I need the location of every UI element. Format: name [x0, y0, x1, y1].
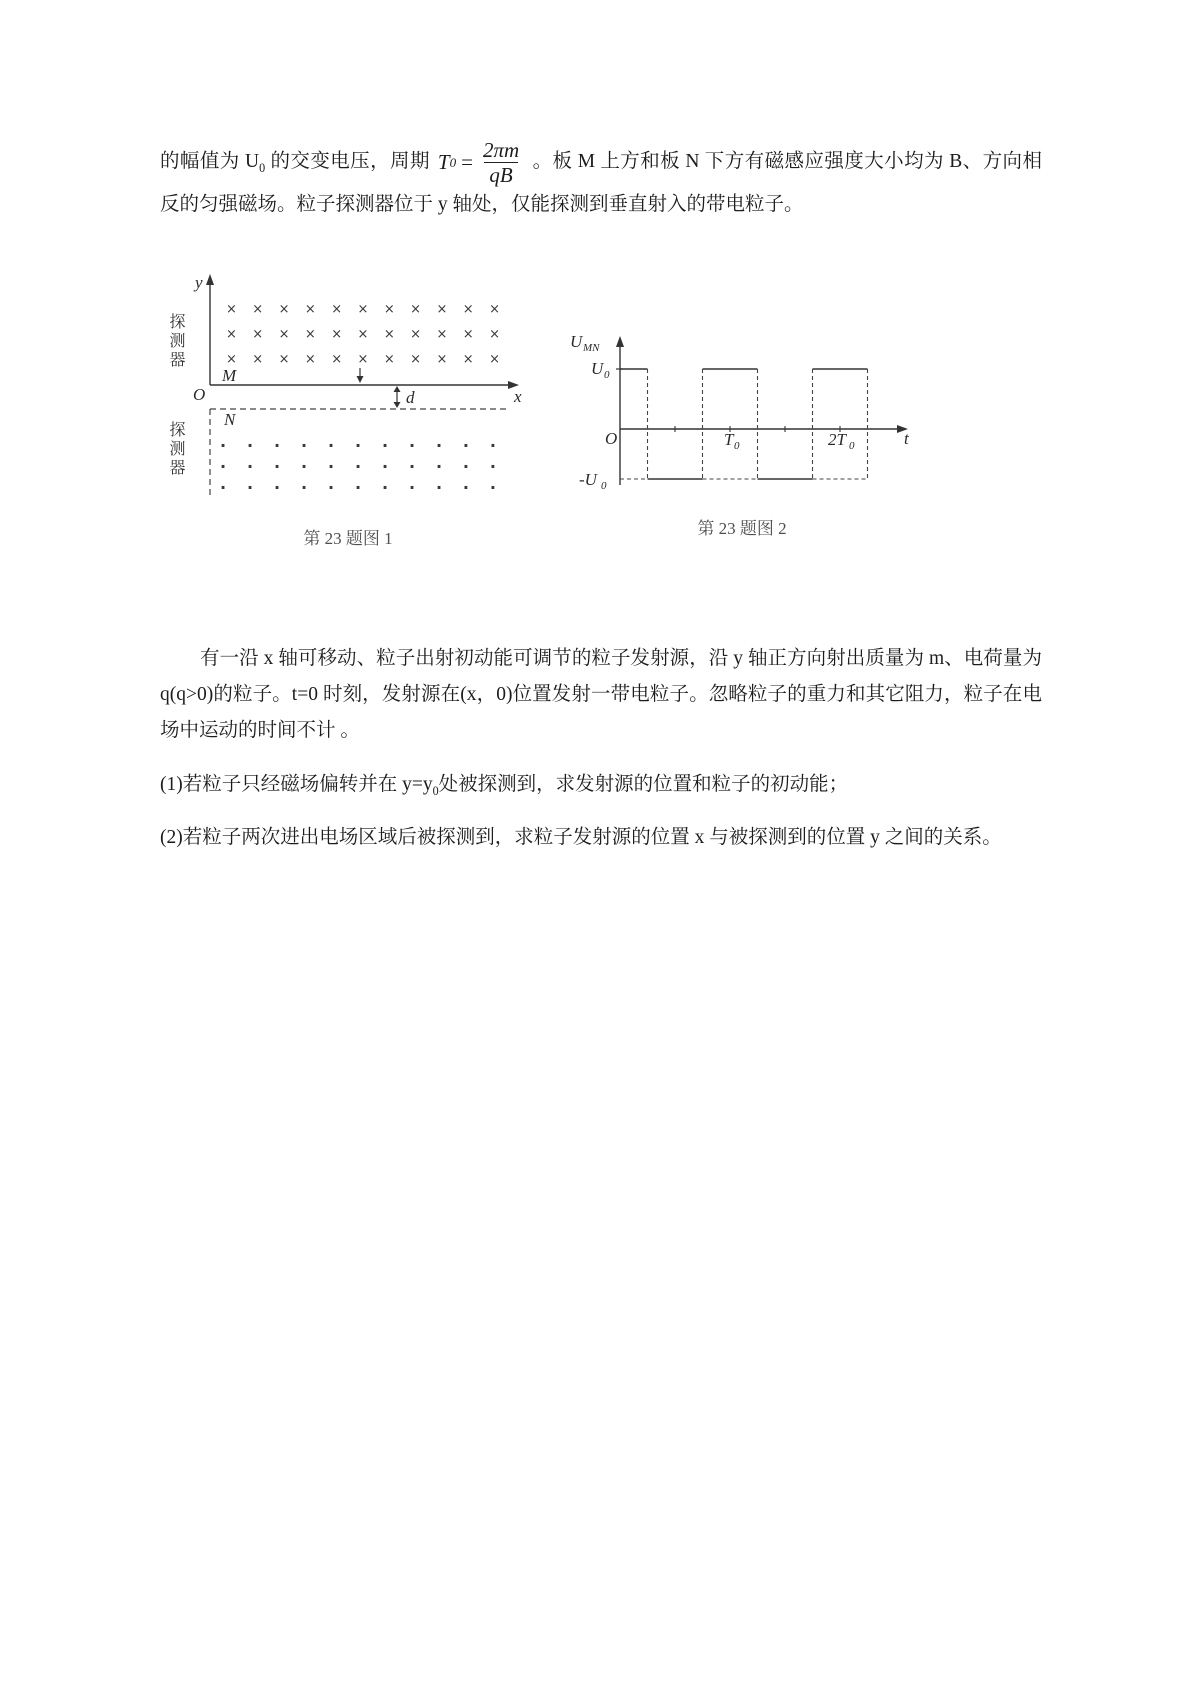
y-axis-label: y	[195, 273, 203, 293]
u0-level-label: U	[591, 359, 604, 379]
u-axis-arrow-icon	[616, 336, 624, 347]
magnetic-field-out-of-page-row: · · · · · · · · · · ·	[220, 457, 496, 477]
2t0-tick-label-sub: 0	[849, 440, 855, 453]
intro-text-2: 的交变电压，周期	[265, 151, 430, 173]
umn-axis-label-sub: MN	[583, 342, 600, 355]
2t0-tick-label: 2T	[828, 430, 846, 450]
figures-row	[162, 269, 1042, 549]
magnetic-field-into-page-row: × × × × × × × × × × ×	[226, 352, 500, 368]
entry-arrow-icon	[357, 376, 364, 383]
period-formula	[438, 138, 524, 187]
gap-arrow-down-icon	[394, 402, 401, 408]
formula-denominator: qB	[484, 162, 517, 187]
origin-label: O	[193, 385, 206, 405]
intro-paragraph	[160, 138, 1042, 223]
figure2	[562, 269, 922, 539]
question-1	[160, 767, 1042, 803]
u0-subscript: 0	[259, 161, 266, 175]
plate-n-label: N	[224, 410, 236, 430]
magnetic-field-out-of-page-row: · · · · · · · · · · ·	[220, 436, 496, 456]
intro-text-3: 。板 M 上方和板 N 下方有磁感应强度大小均为 B、方向相反的匀强磁场。粒子探测器位于 y 轴处，仅能探测到垂直射入的带电粒子。	[160, 151, 1042, 216]
origin-label: O	[605, 429, 618, 449]
question1-text-2: 处被探测到，求发射源的位置和粒子的初动能；	[438, 773, 849, 795]
intro-text-1: 的幅值为 U	[160, 151, 260, 173]
u0-level-label-sub: 0	[604, 369, 610, 382]
t-axis-label: t	[904, 429, 909, 449]
magnetic-field-out-of-page-row: · · · · · · · · · · ·	[220, 478, 496, 498]
formula-variable-sub: 0	[449, 154, 457, 170]
magnetic-field-into-page-row: × × × × × × × × × × ×	[226, 327, 500, 343]
neg-u0-level-label-sub: 0	[601, 480, 607, 493]
formula-numerator: 2πm	[482, 138, 520, 162]
formula-variable: T	[437, 150, 450, 175]
detector-top-label: 探测器	[167, 313, 184, 371]
umn-axis-label: U	[570, 332, 583, 352]
formula-fraction	[478, 138, 524, 187]
t0-tick-label-sub: 0	[734, 440, 740, 453]
question1-text-1: (1)若粒子只经磁场偏转并在 y=y	[160, 773, 433, 795]
y-axis-arrow-icon	[206, 274, 214, 285]
figure2-caption: 第 23 题图 2	[697, 519, 787, 539]
gap-d-label: d	[406, 388, 415, 408]
gap-arrow-up-icon	[394, 386, 401, 392]
y0-subscript: 0	[432, 783, 439, 798]
detector-bottom-label: 探测器	[167, 421, 184, 479]
magnetic-field-into-page-row: × × × × × × × × × × ×	[226, 302, 500, 318]
figure1	[162, 269, 534, 549]
plate-m-label: M	[222, 366, 237, 386]
figure1-caption: 第 23 题图 1	[303, 529, 393, 549]
x-axis-label: x	[514, 387, 522, 407]
t0-tick-label: T	[724, 430, 734, 450]
formula-equals: =	[461, 150, 473, 175]
figure1-svg	[162, 269, 534, 515]
figure2-svg	[562, 329, 922, 505]
question-2: (2)若粒子两次进出电场区域后被探测到，求粒子发射源的位置 x 与被探测到的位置 y 之间的关系。	[160, 826, 1002, 848]
setup-paragraph: 有一沿 x 轴可移动、粒子出射初动能可调节的粒子发射源，沿 y 轴正方向射出质量为 m、电荷量为 q(q>0)的粒子。t=0 时刻，发射源在(x，0)位置发射一带电粒子。忽略粒子的重力和其它阻力，粒子在电场中运动的时间不计 。	[160, 648, 1042, 742]
neg-u0-level-label: -U	[579, 470, 597, 490]
